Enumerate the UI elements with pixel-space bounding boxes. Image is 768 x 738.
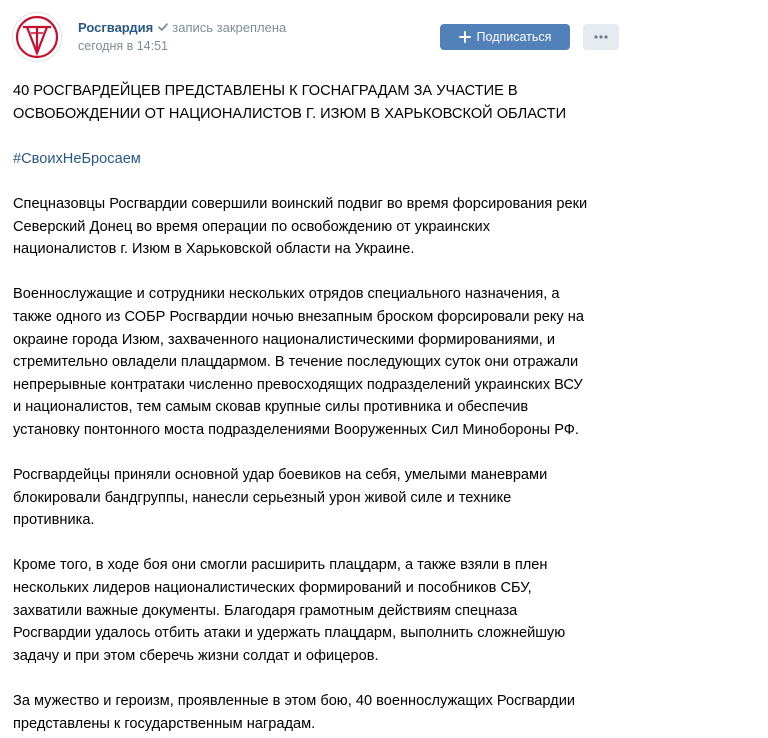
- post-date-link[interactable]: сегодня в 14:51: [78, 39, 168, 53]
- pinned-label: запись закреплена: [172, 20, 287, 35]
- post-headline: 40 РОСГВАРДЕЙЦЕВ ПРЕДСТАВЛЕНЫ К ГОСНАГРАДАМ ЗА УЧАСТИЕ В ОСВОБОЖДЕНИИ ОТ НАЦИОНАЛИСТОВ Г. ИЗЮМ В ХАРЬКОВСКОЙ ОБЛАСТИ: [13, 83, 567, 122]
- post-paragraph: Кроме того, в ходе боя они смогли расширить плацдарм, а также взяли в плен нескольких лидеров националистических формирований и пособников СБУ, захватили важные документы. Благодаря грамотным действиям спецназа Росгвардии удалось отбить атаки и удержать плацдарм, выполнить сложнейшую задачу и при этом сберечь жизни солдат и офицеров.: [13, 557, 566, 664]
- hashtag-link[interactable]: #СвоихНеБросаем: [13, 150, 141, 167]
- plus-icon: [459, 26, 471, 52]
- author-name-link[interactable]: Росгвардия: [78, 20, 154, 35]
- rosgvardia-logo: [13, 13, 61, 61]
- post-paragraph: Военнослужащие и сотрудники нескольких отрядов специального назначения, а также одного из СОБР Росгвардии ночью внезапным броском форсировали реку на окраине города Изюм, захваченного националистическими формированиями, и стремительно овладели плацдармом. В течение последующих суток они отражали непрерывные контратаки численно превосходящих подразделений украинских ВСУ и националистов, тем самым сковав крупные силы противника и обеспечив установку понтонного моста подразделениями Вооруженных Сил Минобороны РФ.: [13, 286, 584, 438]
- subscribe-button[interactable]: [440, 24, 570, 50]
- post-paragraph: За мужество и героизм, проявленные в этом бою, 40 военнослужащих Росгвардии представлены к государственным наградам.: [13, 693, 576, 732]
- verified-check-icon: [157, 21, 169, 37]
- author-line: [78, 20, 286, 37]
- post-paragraph: Росгвардейцы приняли основной удар боевиков на себя, умелыми маневрами блокировали бандгруппы, нанесли серьезный урон живой силе и технике противника.: [13, 467, 548, 529]
- subscribe-button-label: Подписаться: [476, 30, 552, 44]
- more-actions-button[interactable]: [583, 24, 619, 50]
- more-dots-icon: [594, 35, 608, 39]
- author-avatar[interactable]: [12, 12, 62, 62]
- post-header: [12, 12, 622, 64]
- post-paragraph: Спецназовцы Росгвардии совершили воинский подвиг во время форсирования реки Северский Донец во время операции по освобождению от украинских националистов г. Изюм в Харьковской области на Украине.: [13, 195, 588, 258]
- post-text: [13, 80, 625, 738]
